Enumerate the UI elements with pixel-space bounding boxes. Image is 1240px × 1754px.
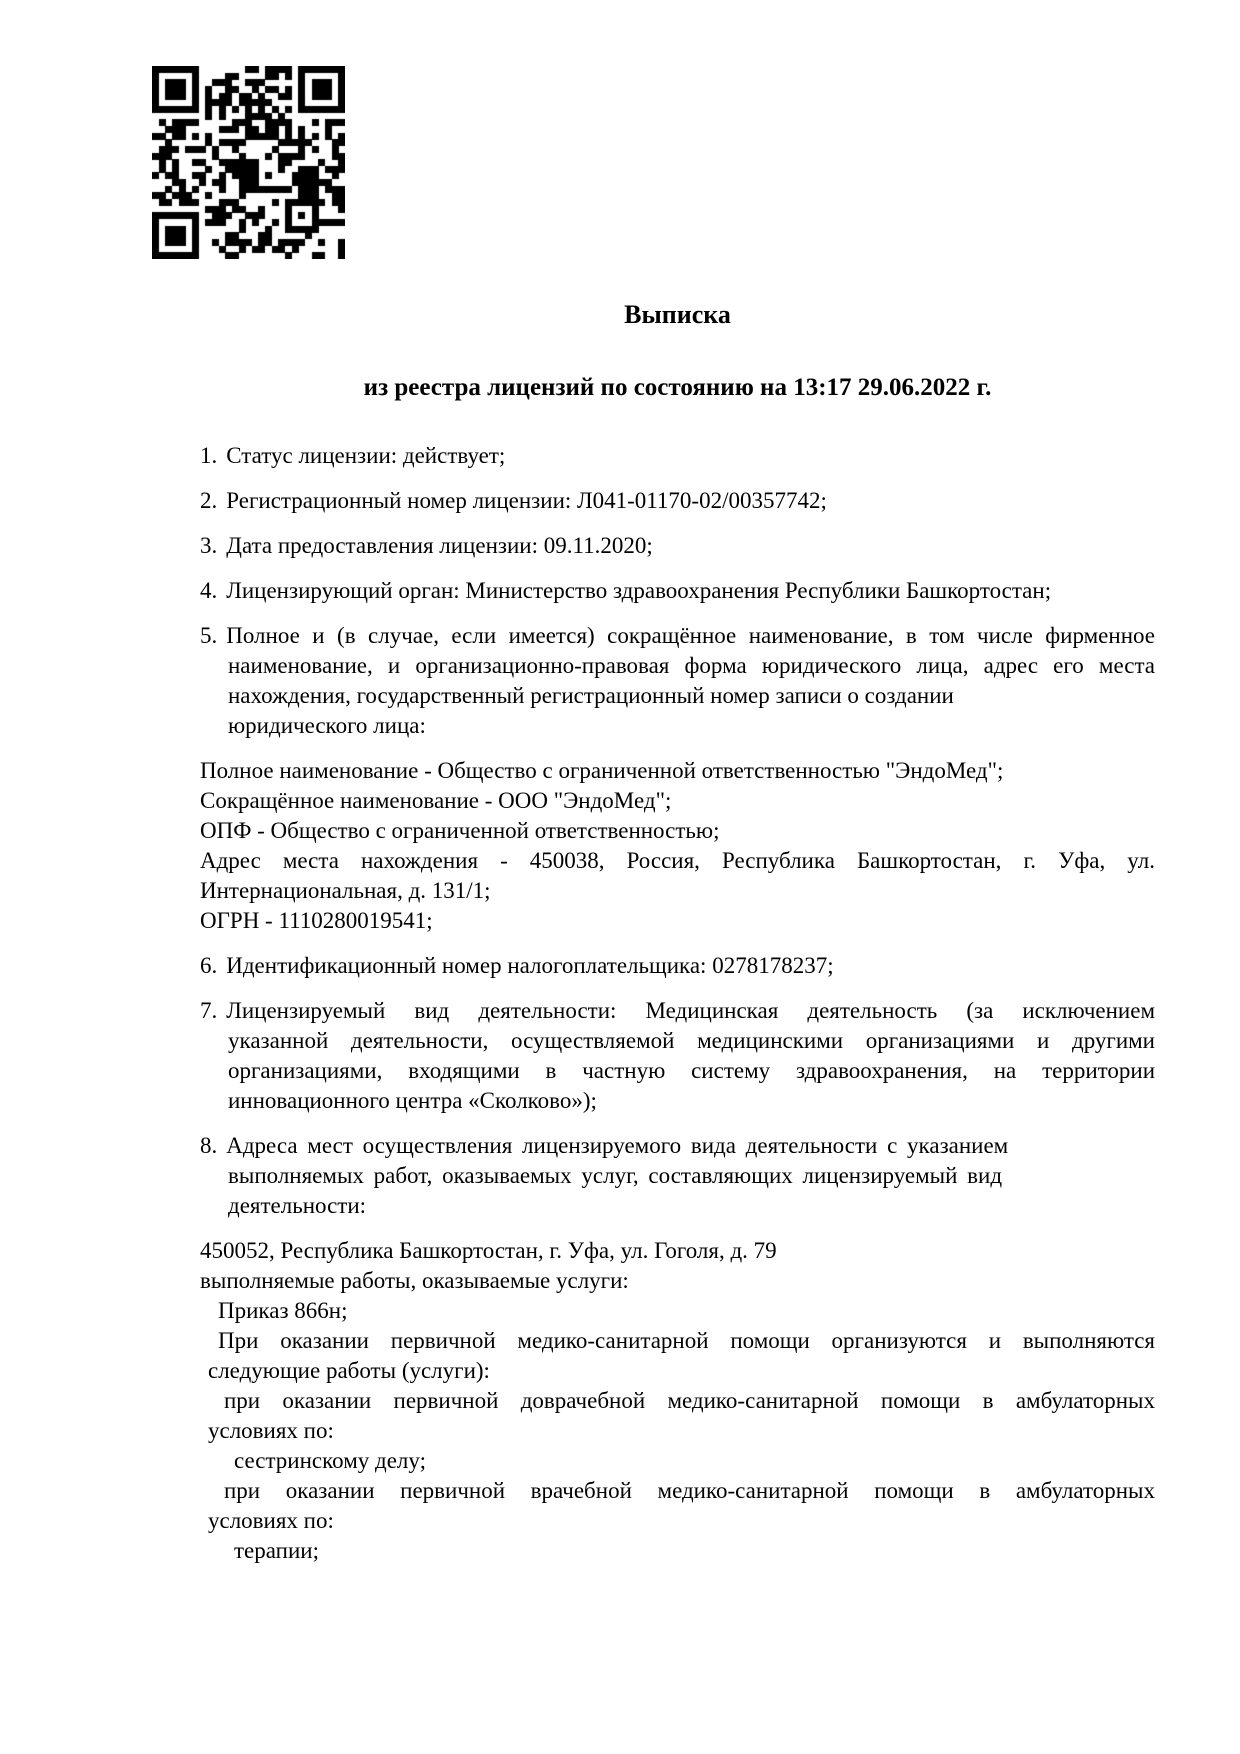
service-line: при оказании первичной врачебной медико-санитарной помощи в амбулаторных [224,1478,1155,1503]
item-number: 4. [200,578,218,603]
item-number: 6. [200,953,218,978]
item-line: юридического лица: [228,713,426,738]
list-item-2 [200,486,1155,516]
item-text: Лицензируемый вид деятельности: Медицинская деятельность (за исключением [226,998,1155,1023]
order-reference: Приказ 866н; [218,1298,348,1323]
item-line: организациями, входящими в частную систему здравоохранения, на территории [228,1058,1155,1083]
list-item-3 [200,531,1155,561]
item-text: Идентификационный номер налогоплательщика: 0278178237; [226,953,834,978]
item-number: 1. [200,443,218,468]
org-legal-form: ОПФ - Общество с ограниченной ответственностью; [200,818,720,843]
list-item-7 [200,996,1155,1116]
item-number: 2. [200,488,218,513]
service-line: при оказании первичной доврачебной медико-санитарной помощи в амбулаторных [224,1388,1155,1413]
item-text: Полное и (в случае, если имеется) сокращённое наименование, в том числе фирменное [226,623,1155,648]
org-short-name: Сокращённое наименование - ООО "ЭндоМед"; [200,788,672,813]
qr-code-icon [152,66,345,259]
document-body [200,441,1155,1566]
list-item-6 [200,951,1155,981]
item-line: нахождения, государственный регистрационный номер записи о создании [228,683,954,708]
item-text: Регистрационный номер лицензии: Л041-01170-02/00357742; [226,488,827,513]
list-item-8 [200,1131,1155,1221]
service-line: При оказании первичной медико-санитарной помощи организуются и выполняются [218,1328,1155,1353]
document-content [200,259,1155,1581]
item-line [200,621,1155,651]
item-text: Адреса мест осуществления лицензируемого вида деятельности с указанием [226,1133,1009,1158]
org-address-line: Интернациональная, д. 131/1; [200,878,491,903]
list-item-1 [200,441,1155,471]
item-line: инновационного центра «Сколково»); [228,1088,597,1113]
document-title: Выписка [624,300,731,329]
item-text: Дата предоставления лицензии: 09.11.2020; [226,533,653,558]
org-ogrn: ОГРН - 1110280019541; [200,908,433,933]
item-text: Статус лицензии: действует; [226,443,506,468]
work-address: 450052, Республика Башкортостан, г. Уфа, ул. Гоголя, д. 79 [200,1238,777,1263]
address-block [200,1236,1155,1566]
item-line: деятельности: [228,1193,367,1218]
item-line: указанной деятельности, осуществляемой медицинскими организациями и другими [228,1028,1155,1053]
item-line [200,1131,1155,1161]
org-address-line: Адрес места нахождения - 450038, Россия, Республика Башкортостан, г. Уфа, ул. [200,848,1155,873]
org-details [200,756,1155,936]
service-line: следующие работы (услуги): [208,1358,490,1383]
item-number: 3. [200,533,218,558]
document-subtitle: из реестра лицензий по состоянию на 13:17 29.06.2022 г. [363,374,992,401]
item-text: Лицензирующий орган: Министерство здравоохранения Республики Башкортостан; [226,578,1052,603]
service-line: сестринскому делу; [234,1448,426,1473]
service-line: условиях по: [208,1418,334,1443]
item-number: 8. [200,1133,218,1158]
services-header: выполняемые работы, оказываемые услуги: [200,1268,629,1293]
item-line [200,996,1155,1026]
item-line: наименование, и организационно-правовая форма юридического лица, адрес его места [228,653,1155,678]
item-number: 7. [200,998,218,1023]
item-line: выполняемых работ, оказываемых услуг, составляющих лицензируемый вид [228,1163,1003,1188]
list-item-5 [200,621,1155,741]
service-line: терапии; [234,1538,319,1563]
item-number: 5. [200,623,218,648]
list-item-4 [200,576,1155,606]
service-line: условиях по: [208,1508,334,1533]
org-full-name: Полное наименование - Общество с ограниченной ответственностью "ЭндоМед"; [200,758,1004,783]
